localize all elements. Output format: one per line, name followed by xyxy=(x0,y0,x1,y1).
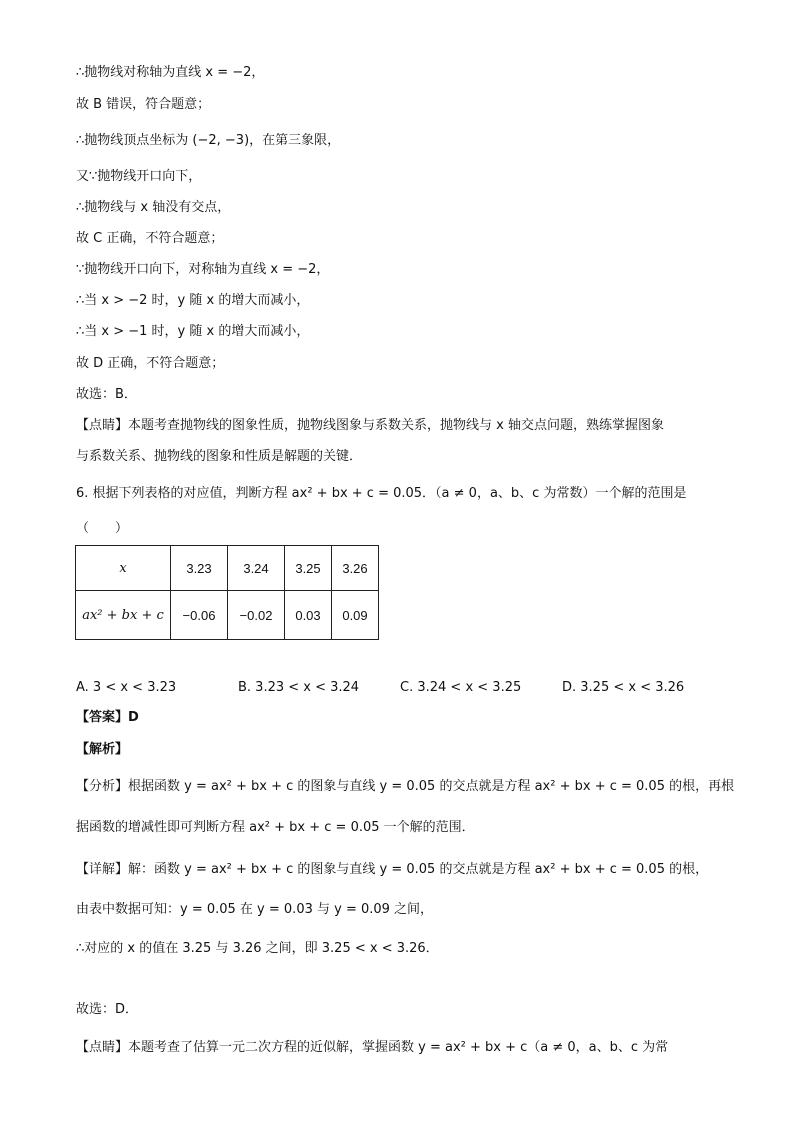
analysis-header: 【解析】 xyxy=(76,742,129,757)
text-line: 与系数关系、抛物线的图象和性质是解题的关键． xyxy=(76,449,363,464)
option-a: A. 3 < x < 3.23 xyxy=(76,680,177,695)
text-line: 【点睛】本题考查了估算一元二次方程的近似解，掌握函数 y = ax² + bx + c（a ≠ 0，a、b、c 为常 xyxy=(76,1040,669,1055)
text-line: ∴抛物线顶点坐标为 (−2, −3)，在第三象限， xyxy=(76,133,341,148)
question-6-stem: 6. 根据下列表格的对应值，判断方程 ax² + bx + c = 0.05．（a ≠ 0，a、b、c 为常数）一个解的范围是 xyxy=(76,486,687,501)
text-line: 故选：D． xyxy=(76,1002,139,1017)
table-cell: 3.25 xyxy=(285,546,332,591)
text-line: 【分析】根据函数 y = ax² + bx + c 的图象与直线 y = 0.05 的交点就是方程 ax² + bx + c = 0.05 的根，再根 xyxy=(76,779,735,794)
value-table xyxy=(75,545,379,640)
text-line: ∴对应的 x 的值在 3.25 与 3.26 之间，即 3.25 < x < 3.26． xyxy=(76,941,439,956)
table-row xyxy=(76,546,379,591)
text-line: 故 B 错误，符合题意； xyxy=(76,97,211,112)
option-d: D. 3.25 < x < 3.26 xyxy=(562,680,685,695)
text-line: 故 C 正确，不符合题意； xyxy=(76,231,224,246)
text-line: ∴抛物线与 x 轴没有交点， xyxy=(76,200,231,215)
table-cell: ax² + bx + c xyxy=(76,591,171,640)
text-line: ∴当 x > −2 时，y 随 x 的增大而减小， xyxy=(76,293,310,308)
text-line: 【详解】解：函数 y = ax² + bx + c 的图象与直线 y = 0.05 的交点就是方程 ax² + bx + c = 0.05 的根， xyxy=(76,862,709,877)
answer-label: 【答案】D xyxy=(76,710,139,725)
text-line: 又∵抛物线开口向下， xyxy=(76,169,202,184)
table-cell: x xyxy=(76,546,171,591)
text-line: 【点睛】本题考查抛物线的图象性质，抛物线图象与系数关系，抛物线与 x 轴交点问题，熟练掌握图象 xyxy=(76,418,664,433)
text-line: 故选：B． xyxy=(76,387,137,402)
table-cell: 0.03 xyxy=(285,591,332,640)
table-cell: 0.09 xyxy=(332,591,379,640)
text-line: ∵抛物线开口向下，对称轴为直线 x = −2， xyxy=(76,262,330,277)
text-line: 由表中数据可知：y = 0.05 在 y = 0.03 与 y = 0.09 之间， xyxy=(76,902,434,917)
table-cell: 3.24 xyxy=(228,546,285,591)
option-c: C. 3.24 < x < 3.25 xyxy=(400,680,522,695)
text-line: ∴抛物线对称轴为直线 x = −2， xyxy=(76,65,265,80)
answer-blank: （ ） xyxy=(76,521,129,536)
table-cell: −0.06 xyxy=(171,591,228,640)
table-cell: 3.26 xyxy=(332,546,379,591)
text-line: 据函数的增减性即可判断方程 ax² + bx + c = 0.05 一个解的范围． xyxy=(76,820,475,835)
table-row xyxy=(76,591,379,640)
text-line: ∴当 x > −1 时，y 随 x 的增大而减小， xyxy=(76,324,310,339)
table-cell: 3.23 xyxy=(171,546,228,591)
text-line: 故 D 正确，不符合题意； xyxy=(76,356,225,371)
option-b: B. 3.23 < x < 3.24 xyxy=(238,680,360,695)
table-cell: −0.02 xyxy=(228,591,285,640)
